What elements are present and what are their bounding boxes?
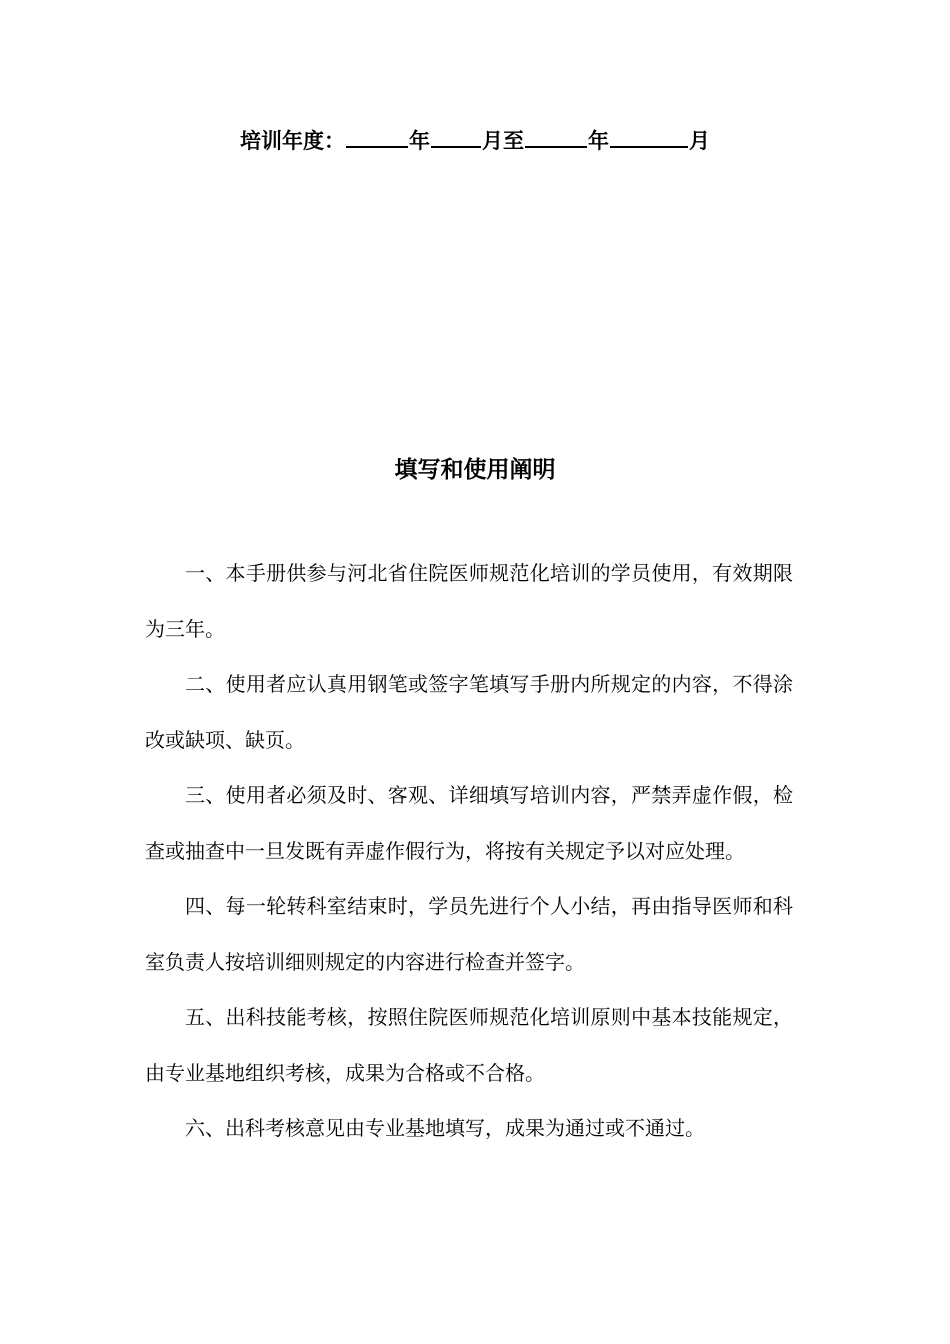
- instruction-item: 一、本手册供参与河北省住院医师规范化培训的学员使用，有效期限为三年。: [145, 561, 793, 641]
- instruction-item: 四、每一轮转科室结束时，学员先进行个人小结，再由指导医师和科室负责人按培训细则规定的内容进行检查并签字。: [145, 894, 793, 974]
- start-month-blank: [431, 126, 481, 148]
- start-month-unit: 月至: [482, 129, 524, 153]
- section-title: 填写和使用阐明: [394, 457, 556, 483]
- instruction-item: 三、使用者必须及时、客观、详细填写培训内容，严禁弄虚作假，检查或抽查中一旦发既有弄虚作假行为，将按有关规定予以对应处理。: [145, 783, 793, 863]
- end-year-unit: 年: [588, 129, 609, 153]
- instruction-item: 六、出科考核意见由专业基地填写，成果为通过或不通过。: [185, 1116, 705, 1140]
- instructions-list: [145, 546, 793, 1157]
- start-year-unit: 年: [409, 129, 430, 153]
- training-period-line: [0, 124, 950, 158]
- end-month-blank: [610, 126, 688, 148]
- instruction-item: 五、出科技能考核，按照住院医师规范化培训原则中基本技能规定，由专业基地组织考核，成果为合格或不合格。: [145, 1005, 793, 1085]
- start-year-blank: [346, 126, 408, 148]
- end-year-blank: [525, 126, 587, 148]
- instruction-item: 二、使用者应认真用钢笔或签字笔填写手册内所规定的内容，不得涂改或缺项、缺页。: [145, 672, 793, 752]
- end-month-unit: 月: [689, 129, 710, 153]
- training-period-label: 培训年度：: [240, 129, 345, 153]
